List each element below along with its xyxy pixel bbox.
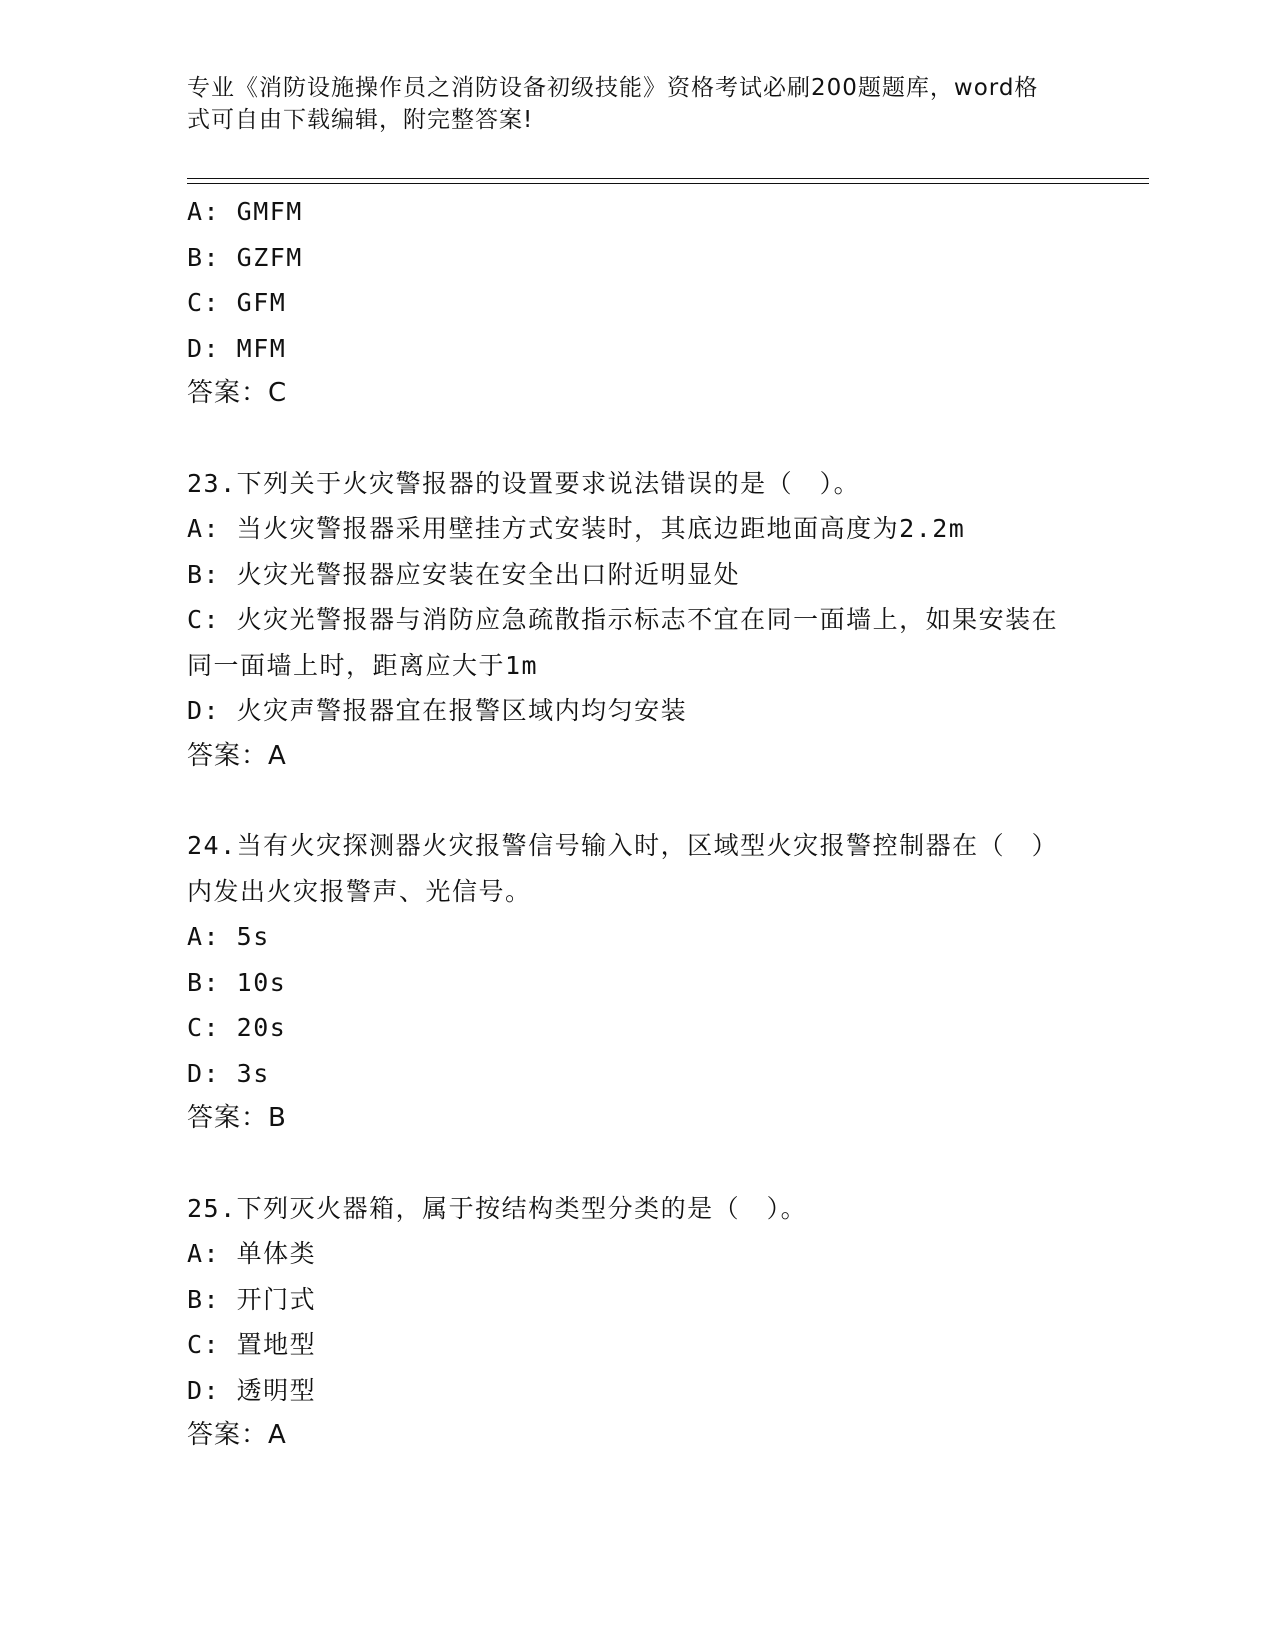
option-a: A: GMFM xyxy=(187,197,303,226)
option-c: C: 20s xyxy=(187,1013,287,1042)
option-d: D: 3s xyxy=(187,1058,270,1088)
question-22 xyxy=(187,189,1087,417)
question-stem: 25.下列灭火器箱，属于按结构类型分类的是（ ）。 xyxy=(187,1193,808,1223)
option-b: B: GZFM xyxy=(187,242,303,272)
option-b: B: 开门式 xyxy=(187,1284,317,1314)
spacer xyxy=(187,417,1087,461)
answer: 答案：A xyxy=(187,740,287,771)
option-d: D: 火灾声警报器宜在报警区域内均匀安装 xyxy=(187,696,688,725)
question-25 xyxy=(187,1186,1087,1459)
header-line-1: 专业《消防设施操作员之消防设备初级技能》资格考试必刷200题题库，word格 xyxy=(187,75,1039,101)
option-d: D: MFM xyxy=(187,333,287,363)
question-stem: 23.下列关于火灾警报器的设置要求说法错误的是（ ）。 xyxy=(187,468,861,498)
option-d: D: 透明型 xyxy=(187,1375,317,1405)
option-c: C: 火灾光警报器与消防应急疏散指示标志不宜在同一面墙上，如果安装在同一面墙上时，距离应大于1m xyxy=(187,605,1059,680)
question-list xyxy=(187,189,1087,1459)
answer: 答案：A xyxy=(187,1420,287,1450)
option-c: C: GFM xyxy=(187,288,287,317)
option-a: A: 当火灾警报器采用壁挂方式安装时，其底边距地面高度为2.2m xyxy=(187,514,966,543)
answer: 答案：C xyxy=(187,378,288,408)
option-a: A: 单体类 xyxy=(187,1239,317,1268)
question-23 xyxy=(187,461,1087,780)
question-stem: 24.当有火灾探测器火灾报警信号输入时，区域型火灾报警控制器在（ ）内发出火灾报警声、光信号。 xyxy=(187,831,1059,906)
option-c: C: 置地型 xyxy=(187,1330,317,1359)
question-24 xyxy=(187,823,1087,1142)
option-b: B: 10s xyxy=(187,967,287,997)
document-header xyxy=(187,72,1067,136)
spacer xyxy=(187,779,1087,823)
option-a: A: 5s xyxy=(187,922,270,951)
option-b: B: 火灾光警报器应安装在安全出口附近明显处 xyxy=(187,559,741,589)
spacer xyxy=(187,1142,1087,1186)
header-rule-bottom xyxy=(187,183,1149,184)
header-rule-top xyxy=(187,178,1149,179)
header-line-2: 式可自由下载编辑，附完整答案! xyxy=(187,107,534,133)
answer: 答案：B xyxy=(187,1103,287,1133)
